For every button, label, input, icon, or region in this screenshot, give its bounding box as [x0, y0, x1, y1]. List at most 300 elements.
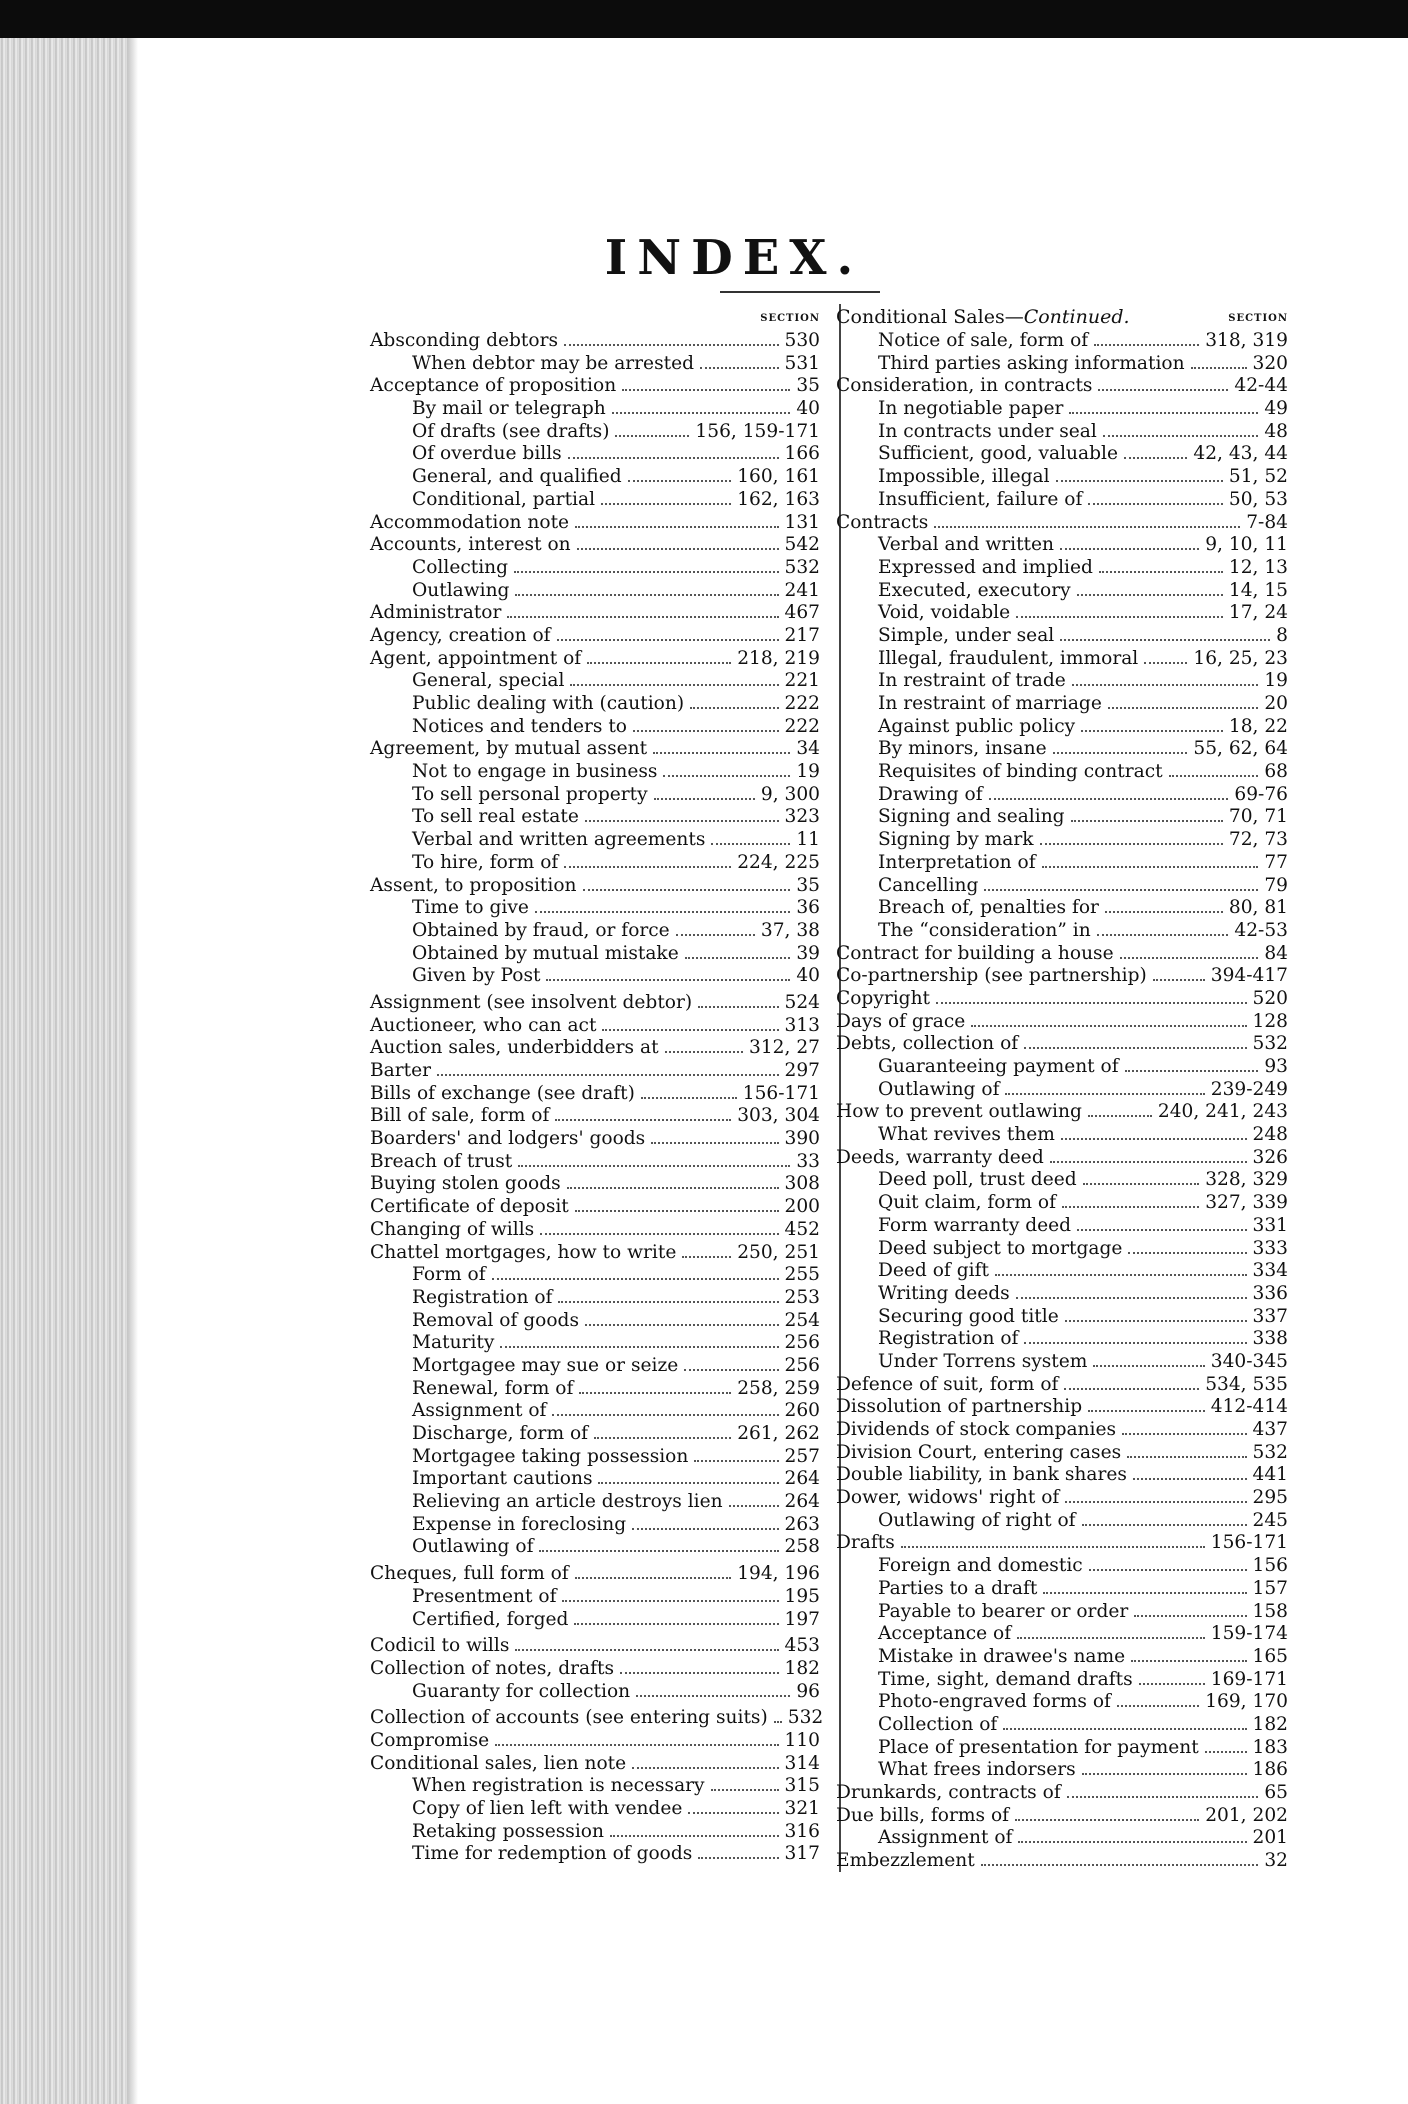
dot-leader [1015, 1819, 1199, 1821]
index-term: What frees indorsers [878, 1759, 1076, 1781]
index-term: Collection of notes, drafts [370, 1657, 614, 1679]
section-reference: 326 [1252, 1146, 1288, 1168]
index-term: Notice of sale, form of [878, 330, 1089, 351]
dot-leader [1082, 1773, 1247, 1775]
index-term: Acceptance of [878, 1623, 1012, 1645]
index-entry [836, 443, 1288, 466]
index-term: In contracts under seal [878, 420, 1097, 442]
dot-leader [1131, 1660, 1246, 1662]
section-reference: 201 [1252, 1827, 1288, 1849]
section-reference: 531 [784, 352, 820, 374]
index-term: Insufficient, failure of [878, 488, 1083, 510]
dot-leader [546, 979, 790, 981]
dot-leader [700, 367, 779, 369]
dot-leader [514, 571, 778, 573]
section-reference: 250, 251 [737, 1241, 820, 1263]
section-reference: 8 [1276, 624, 1288, 646]
index-entry [836, 602, 1288, 625]
section-reference: 334 [1252, 1260, 1288, 1282]
dot-leader [1128, 1252, 1246, 1254]
dot-leader [1122, 1433, 1246, 1435]
index-entry [370, 1332, 820, 1355]
index-term: Co-partnership (see partnership) [836, 965, 1147, 987]
index-term: Not to engage in business [412, 761, 658, 783]
page-gutter-shadow [128, 38, 138, 2104]
index-entry [370, 1151, 820, 1174]
section-reference: 340-345 [1210, 1350, 1288, 1372]
index-entry [836, 1782, 1288, 1805]
index-term: Expense in foreclosing [412, 1513, 627, 1535]
section-reference: 312, 27 [749, 1037, 820, 1059]
index-term: Parties to a draft [878, 1577, 1038, 1599]
dot-leader [628, 480, 732, 482]
dot-leader [1105, 911, 1223, 913]
index-entry [836, 353, 1288, 376]
section-reference: 256 [784, 1332, 820, 1354]
dot-leader [500, 1346, 778, 1348]
index-term: Registration of [412, 1286, 553, 1308]
index-entry [370, 965, 820, 988]
dot-leader [518, 1165, 790, 1167]
index-entry [836, 489, 1288, 512]
index-term: Executed, executory [878, 579, 1071, 601]
section-reference: 524 [784, 991, 820, 1013]
index-entry [836, 1759, 1288, 1782]
dot-leader [594, 1437, 731, 1439]
index-entry [836, 1487, 1288, 1510]
index-term: Outlawing of [878, 1078, 1000, 1100]
index-entry [836, 625, 1288, 648]
dot-leader [711, 843, 790, 845]
index-entry [836, 1147, 1288, 1170]
section-reference: 308 [784, 1173, 820, 1195]
section-reference: 19 [1264, 670, 1288, 692]
index-term: Double liability, in bank shares [836, 1464, 1127, 1486]
index-entry [836, 1328, 1288, 1351]
dot-leader [1088, 503, 1223, 505]
section-reference: 131 [784, 511, 820, 533]
section-reference: 303, 304 [737, 1105, 820, 1127]
dot-leader [1005, 1093, 1204, 1095]
index-entry [836, 875, 1288, 898]
index-entry [370, 398, 820, 421]
section-reference: 165 [1252, 1645, 1288, 1667]
dot-leader [495, 1744, 778, 1746]
dot-leader [1018, 1841, 1246, 1843]
scan-top-border [0, 0, 1408, 38]
index-term: Assent, to proposition [370, 874, 577, 896]
index-term: Copyright [836, 987, 931, 1009]
dot-leader [694, 1460, 778, 1462]
dot-leader [1169, 775, 1259, 777]
index-entry [836, 1374, 1288, 1397]
dot-leader [552, 1414, 778, 1416]
section-reference: 16, 25, 23 [1193, 647, 1288, 669]
index-entry [370, 920, 820, 943]
dot-leader [971, 1025, 1246, 1027]
index-entries-right [836, 330, 1288, 1873]
dot-leader [663, 775, 790, 777]
dot-leader [934, 526, 1240, 528]
index-entry [836, 738, 1288, 761]
index-entry [836, 398, 1288, 421]
dot-leader [1134, 1615, 1246, 1617]
index-entry [370, 1355, 820, 1378]
index-entry [836, 716, 1288, 739]
dot-leader [981, 1864, 1259, 1866]
section-reference: 39 [796, 942, 820, 964]
index-term: Cancelling [878, 874, 979, 896]
index-entry [370, 330, 820, 353]
index-entry [370, 1468, 820, 1491]
index-term: Collection of [878, 1713, 998, 1735]
index-column-right [836, 308, 1288, 1873]
index-entry [370, 1287, 820, 1310]
dot-leader [1125, 1070, 1259, 1072]
index-term: Guaranty for collection [412, 1680, 631, 1702]
section-reference: 42-53 [1234, 919, 1288, 941]
index-term: Public dealing with (caution) [412, 693, 685, 714]
dot-leader [698, 1006, 778, 1008]
index-term: Securing good title [878, 1305, 1059, 1327]
dot-leader [641, 1097, 737, 1099]
page-title: INDEX. [604, 230, 864, 286]
section-reference: 317 [784, 1843, 820, 1865]
section-reference: 320 [1252, 352, 1288, 374]
section-reference: 201, 202 [1205, 1804, 1288, 1826]
dot-leader [570, 684, 778, 686]
dot-leader [1061, 1138, 1247, 1140]
dot-leader [598, 1482, 778, 1484]
section-reference: 32 [1264, 1850, 1288, 1872]
dot-leader [437, 1074, 778, 1076]
index-term: Simple, under seal [878, 624, 1055, 646]
index-entry [836, 580, 1288, 603]
index-term: Void, voidable [878, 602, 1011, 624]
section-label: SECTION [1228, 313, 1288, 324]
index-entry [370, 534, 820, 557]
index-entry [836, 1623, 1288, 1646]
dot-leader [1205, 1751, 1247, 1753]
dot-leader [1069, 412, 1258, 414]
index-entry [836, 1124, 1288, 1147]
section-reference: 258 [784, 1536, 820, 1558]
index-term: What revives them [878, 1124, 1055, 1146]
dot-leader [632, 1528, 778, 1530]
index-entry [370, 489, 820, 512]
index-term: Boarders' and lodgers' goods [370, 1128, 646, 1150]
dot-leader [1017, 1637, 1205, 1639]
dot-leader [688, 1812, 778, 1814]
section-reference: 257 [784, 1445, 820, 1467]
index-term: Of drafts (see drafts) [412, 420, 610, 442]
section-reference: 128 [1252, 1010, 1288, 1032]
dot-leader [729, 1505, 779, 1507]
index-term: Deed poll, trust deed [878, 1169, 1077, 1191]
section-reference: 33 [796, 1150, 820, 1172]
section-reference: 532 [784, 556, 820, 578]
dot-leader [1077, 1229, 1246, 1231]
index-entry [836, 1691, 1288, 1714]
section-reference: 328, 329 [1205, 1169, 1288, 1191]
index-term: Absconding debtors [370, 330, 558, 351]
dot-leader [1088, 1410, 1205, 1412]
dot-leader [583, 889, 791, 891]
section-reference: 77 [1264, 851, 1288, 873]
index-entry [836, 965, 1288, 988]
section-reference: 93 [1264, 1056, 1288, 1077]
index-term: Acceptance of proposition [370, 375, 617, 397]
section-reference: 532 [1252, 1033, 1288, 1055]
index-entry [370, 670, 820, 693]
dot-leader [1062, 1206, 1199, 1208]
section-reference: 35 [796, 375, 820, 397]
section-reference: 65 [1264, 1782, 1288, 1803]
dot-leader [1042, 866, 1259, 868]
section-reference: 412-414 [1210, 1396, 1288, 1418]
index-term: General, and qualified [412, 466, 622, 488]
index-entry [370, 1514, 820, 1537]
index-term: Assignment of [878, 1827, 1013, 1849]
index-term: Payable to bearer or order [878, 1600, 1129, 1622]
section-reference: 258, 259 [737, 1377, 820, 1399]
index-term: Signing and sealing [878, 806, 1065, 828]
section-reference: 186 [1252, 1759, 1288, 1781]
index-term: Breach of trust [370, 1150, 513, 1172]
dot-leader [1094, 344, 1199, 346]
section-reference: 452 [784, 1218, 820, 1240]
dot-leader [684, 1369, 778, 1371]
section-reference: 70, 71 [1228, 806, 1288, 828]
index-entry [836, 1169, 1288, 1192]
section-reference: 336 [1252, 1282, 1288, 1304]
index-entry [370, 1586, 820, 1609]
index-term: Given by Post [412, 965, 541, 987]
index-entry [370, 784, 820, 807]
index-entry [370, 943, 820, 966]
dot-leader [507, 616, 778, 618]
section-reference: 55, 62, 64 [1193, 738, 1288, 760]
index-term: Certified, forged [412, 1608, 569, 1630]
index-entry [836, 897, 1288, 920]
dot-leader [1089, 1569, 1247, 1571]
index-entry [836, 1646, 1288, 1669]
index-entry [370, 1753, 820, 1776]
section-reference: 182 [784, 1657, 820, 1679]
dot-leader [1024, 1047, 1246, 1049]
dot-leader [774, 1721, 782, 1723]
dot-leader [535, 911, 790, 913]
index-term: Illegal, fraudulent, immoral [878, 647, 1139, 669]
section-reference: 183 [1252, 1736, 1288, 1758]
dot-leader [562, 1600, 778, 1602]
index-term: Assignment of [412, 1400, 547, 1422]
dot-leader [1065, 1320, 1247, 1322]
section-reference: 520 [1252, 987, 1288, 1009]
dot-leader [1098, 389, 1228, 391]
index-entry [836, 670, 1288, 693]
index-entry [836, 1714, 1288, 1737]
index-entry [836, 1396, 1288, 1419]
dot-leader [557, 639, 779, 641]
index-term: Codicil to wills [370, 1635, 510, 1657]
index-entry [370, 580, 820, 603]
index-term: Obtained by fraud, or force [412, 919, 670, 941]
section-reference: 441 [1252, 1464, 1288, 1486]
section-reference: 313 [784, 1014, 820, 1036]
index-term: The “consideration” in [878, 919, 1091, 941]
section-reference: 158 [1252, 1600, 1288, 1622]
dot-leader [1082, 1524, 1247, 1526]
index-entry [836, 1442, 1288, 1465]
section-reference: 221 [784, 670, 820, 692]
section-reference: 437 [1252, 1419, 1288, 1440]
dot-leader [636, 1695, 790, 1697]
index-entry [836, 1532, 1288, 1555]
dot-leader [1060, 548, 1199, 550]
index-term: How to prevent outlawing [836, 1101, 1082, 1123]
index-term: When registration is necessary [412, 1775, 705, 1797]
index-entry [370, 1196, 820, 1219]
dot-leader [1072, 684, 1259, 686]
index-term: Mistake in drawee's name [878, 1645, 1126, 1667]
index-term: When debtor may be arrested [412, 352, 694, 374]
dot-leader [1103, 435, 1258, 437]
index-term: Dower, widows' right of [836, 1487, 1060, 1509]
section-reference: 530 [784, 330, 820, 351]
dot-leader [1191, 367, 1247, 369]
index-term: Form of [412, 1264, 486, 1286]
section-reference: 72, 73 [1228, 829, 1288, 851]
dot-leader [1065, 1501, 1246, 1503]
dot-leader [558, 1301, 778, 1303]
index-entry [836, 648, 1288, 671]
dot-leader [1077, 594, 1223, 596]
index-term: Agency, creation of [370, 624, 551, 646]
index-term: Retaking possession [412, 1820, 604, 1842]
index-entry [370, 1843, 820, 1866]
section-reference: 80, 81 [1228, 897, 1288, 919]
section-reference: 157 [1252, 1577, 1288, 1599]
continued-heading: Conditional Sales—Continued. [836, 306, 1130, 328]
dot-leader [1088, 1115, 1152, 1117]
dot-leader [984, 889, 1258, 891]
index-entries-left [370, 330, 824, 1866]
dot-leader [587, 662, 731, 664]
dot-leader [567, 1187, 779, 1189]
index-term: Discharge, form of [412, 1423, 589, 1444]
dot-leader [1133, 1478, 1247, 1480]
index-term: Assignment (see insolvent debtor) [370, 991, 693, 1013]
index-entry [836, 466, 1288, 489]
index-entry [836, 1192, 1288, 1215]
index-entry [370, 1821, 820, 1844]
index-entry [370, 806, 820, 829]
index-term: Barter [370, 1060, 432, 1081]
section-reference: 316 [784, 1820, 820, 1842]
index-term: Days of grace [836, 1010, 966, 1032]
section-reference: 323 [784, 806, 820, 828]
section-reference: 256 [784, 1354, 820, 1376]
index-entry [836, 1215, 1288, 1238]
dot-leader [1040, 843, 1223, 845]
index-term: Division Court, entering cases [836, 1441, 1122, 1463]
index-entry [836, 829, 1288, 852]
section-reference: 222 [784, 693, 820, 714]
index-entry [370, 1128, 820, 1151]
dot-leader [1071, 820, 1223, 822]
index-entry [370, 1310, 820, 1333]
index-term: Auction sales, underbidders at [370, 1037, 659, 1059]
index-entry [370, 1536, 820, 1559]
index-term: Buying stolen goods [370, 1173, 561, 1195]
index-entry [836, 1033, 1288, 1056]
index-term: Drunkards, contracts of [836, 1782, 1061, 1803]
dot-leader [936, 1002, 1246, 1004]
dot-leader [555, 1119, 731, 1121]
dot-leader [564, 866, 731, 868]
index-entry [370, 1219, 820, 1242]
index-term: In negotiable paper [878, 398, 1064, 420]
dot-leader [575, 1210, 779, 1212]
index-term: Copy of lien left with vendee [412, 1798, 683, 1819]
index-term: Drafts [836, 1532, 895, 1554]
index-term: Foreign and domestic [878, 1555, 1083, 1577]
index-term: Deed of gift [878, 1260, 989, 1282]
index-term: Renewal, form of [412, 1377, 574, 1399]
section-reference: 37, 38 [760, 919, 820, 941]
index-term: Auctioneer, who can act [370, 1014, 597, 1036]
index-term: Writing deeds [878, 1282, 1010, 1304]
index-entry [370, 1083, 820, 1106]
index-entry [370, 1400, 820, 1423]
section-reference: 79 [1264, 874, 1288, 896]
section-reference: 248 [1252, 1124, 1288, 1146]
index-term: Time, sight, demand drafts [878, 1668, 1133, 1690]
index-term: By mail or telegraph [412, 398, 606, 420]
section-reference: 68 [1264, 761, 1288, 783]
section-reference: 467 [784, 602, 820, 624]
section-reference: 156-171 [1210, 1532, 1288, 1554]
index-term: Time to give [412, 897, 529, 919]
index-entry [370, 1730, 820, 1753]
dot-leader [568, 457, 779, 459]
section-reference: 331 [1252, 1214, 1288, 1236]
index-entry [836, 1101, 1288, 1124]
section-reference: 264 [784, 1491, 820, 1513]
index-term: In restraint of trade [878, 670, 1066, 692]
section-reference: 166 [784, 443, 820, 465]
index-entry [370, 897, 820, 920]
dot-leader [1153, 979, 1205, 981]
index-entry [370, 1037, 820, 1060]
dot-leader [492, 1278, 779, 1280]
dot-leader [515, 1649, 778, 1651]
section-reference: 9, 300 [760, 783, 820, 805]
dot-leader [1120, 957, 1259, 959]
section-reference: 19 [796, 761, 820, 783]
index-entry [370, 1491, 820, 1514]
dot-leader [1064, 1388, 1199, 1390]
index-term: Deeds, warranty deed [836, 1146, 1044, 1168]
dot-leader [1083, 1183, 1200, 1185]
index-term: Consideration, in contracts [836, 375, 1093, 397]
dot-leader [1097, 934, 1229, 936]
section-reference: 200 [784, 1196, 820, 1218]
index-entry [370, 852, 820, 875]
index-term: Notices and tenders to [412, 715, 627, 737]
index-term: Time for redemption of goods [412, 1843, 693, 1865]
